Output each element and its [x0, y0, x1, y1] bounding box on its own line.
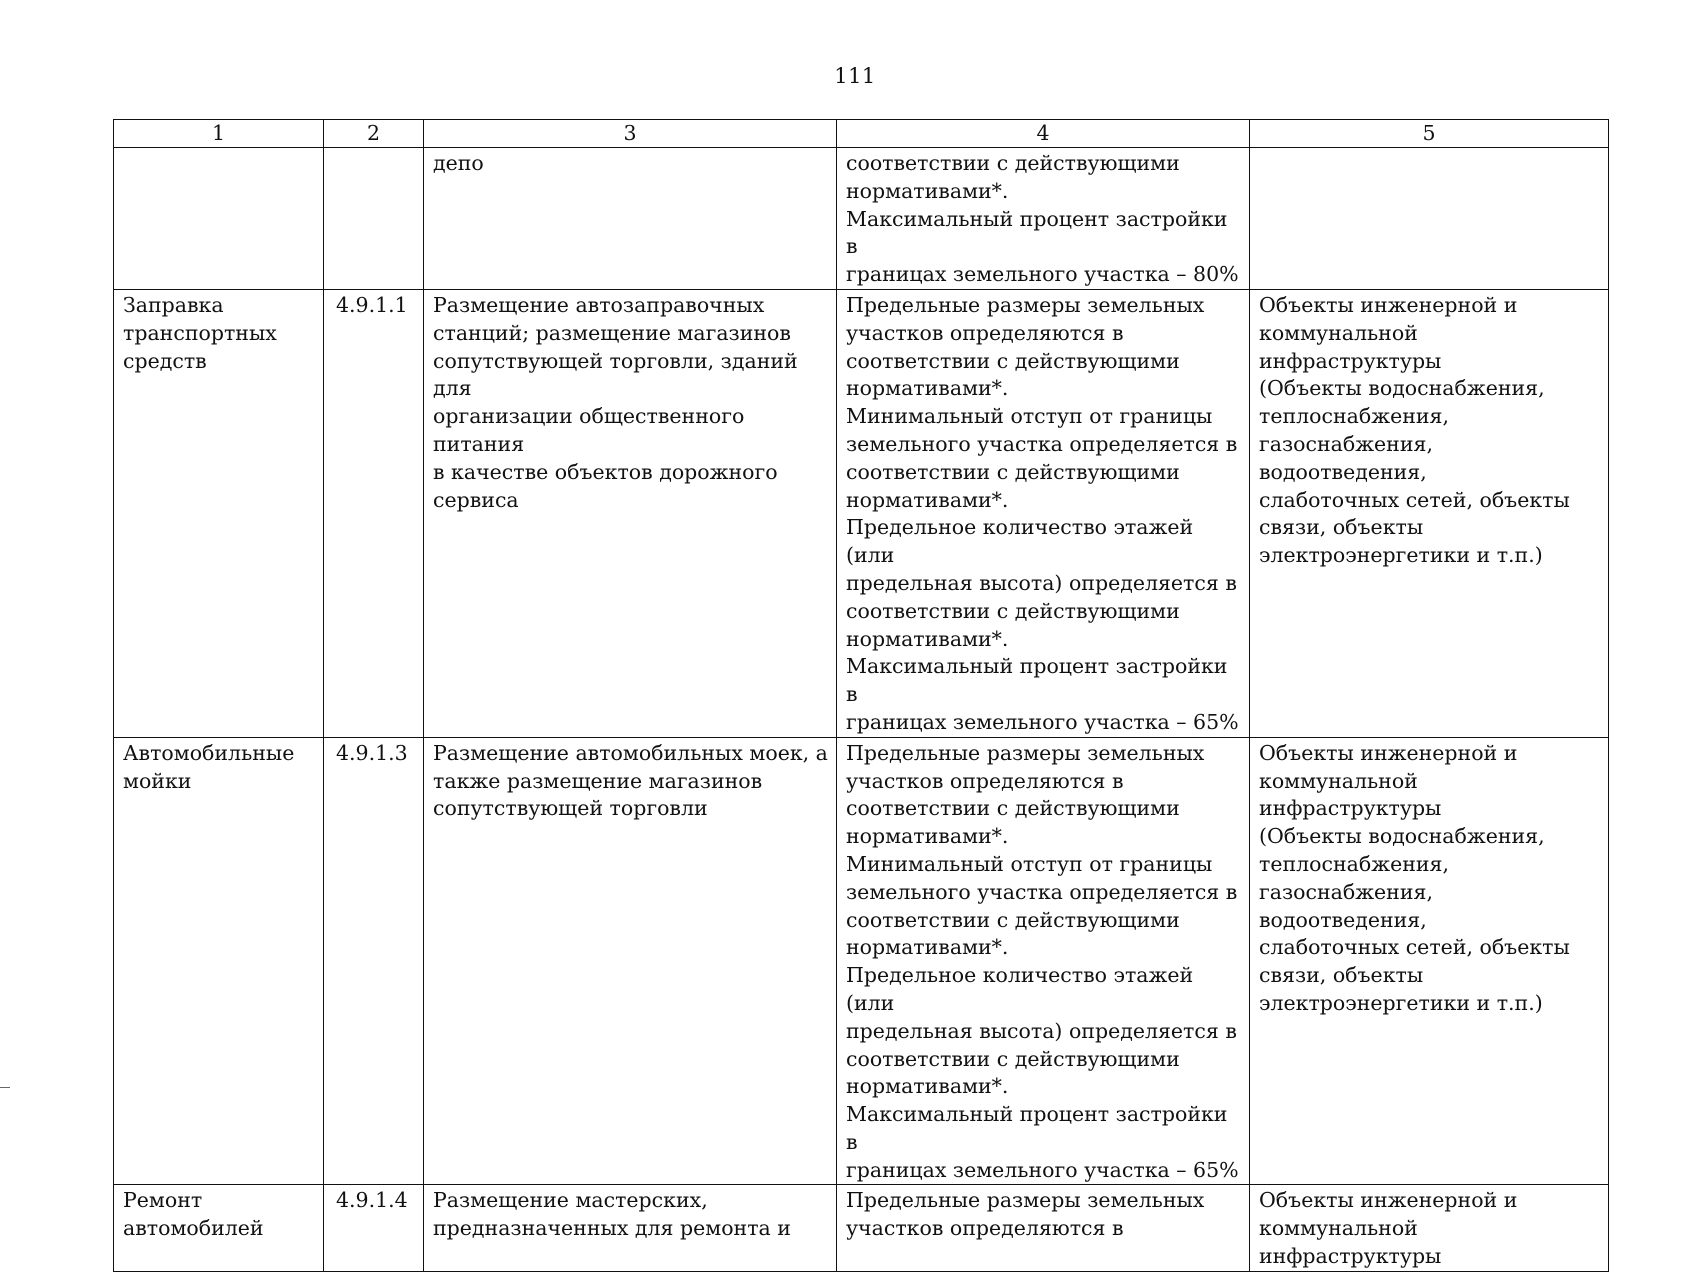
use-description: Размещение мастерских, предназначенных для ремонта и	[424, 1185, 837, 1271]
table-row	[114, 737, 1609, 1185]
infrastructure-objects: Объекты инженерной и коммунальной инфраструктуры	[1250, 1185, 1609, 1271]
column-header-5: 5	[1250, 120, 1609, 148]
table-row	[114, 1185, 1609, 1271]
page-number: 111	[834, 64, 876, 88]
building-parameters: Предельные размеры земельных участков определяются в	[837, 1185, 1250, 1271]
use-type-code: 4.9.1.4	[324, 1185, 424, 1271]
table-row	[114, 289, 1609, 737]
use-type-name: Автомобильные мойки	[114, 737, 324, 1185]
header-row	[114, 120, 1609, 148]
use-description: депо	[424, 148, 837, 290]
use-type-code: 4.9.1.3	[324, 737, 424, 1185]
use-description: Размещение автозаправочных станций; размещение магазинов сопутствующей торговли, зданий для организации общественного питания в качестве объектов дорожного сервиса	[424, 289, 837, 737]
column-header-1: 1	[114, 120, 324, 148]
building-parameters: Предельные размеры земельных участков определяются в соответствии с действующими нормативами*. Минимальный отступ от границы земельного участка определяется в соответствии с действующими нормативами*. Предельное количество этажей (или предельная высота) определяется в соответствии с действующими нормативами*. Максимальный процент застройки в границах земельного участка – 65%	[837, 289, 1250, 737]
column-header-2: 2	[324, 120, 424, 148]
table-row	[114, 148, 1609, 290]
infrastructure-objects: Объекты инженерной и коммунальной инфраструктуры (Объекты водоснабжения, теплоснабжения, газоснабжения, водоотведения, слаботочных сетей, объекты связи, объекты электроэнергетики и т.п.)	[1250, 289, 1609, 737]
infrastructure-objects: Объекты инженерной и коммунальной инфраструктуры (Объекты водоснабжения, теплоснабжения, газоснабжения, водоотведения, слаботочных сетей, объекты связи, объекты электроэнергетики и т.п.)	[1250, 737, 1609, 1185]
use-type-code	[324, 148, 424, 290]
column-header-4: 4	[837, 120, 1250, 148]
use-type-name: Заправка транспортных средств	[114, 289, 324, 737]
building-parameters: Предельные размеры земельных участков определяются в соответствии с действующими нормативами*. Минимальный отступ от границы земельного участка определяется в соответствии с действующими нормативами*. Предельное количество этажей (или предельная высота) определяется в соответствии с действующими нормативами*. Максимальный процент застройки в границах земельного участка – 65%	[837, 737, 1250, 1185]
column-header-3: 3	[424, 120, 837, 148]
infrastructure-objects	[1250, 148, 1609, 290]
building-parameters: соответствии с действующими нормативами*. Максимальный процент застройки в границах земельного участка – 80%	[837, 148, 1250, 290]
use-type-name	[114, 148, 324, 290]
margin-mark	[0, 1087, 10, 1088]
use-description: Размещение автомобильных моек, а также размещение магазинов сопутствующей торговли	[424, 737, 837, 1185]
use-type-name: Ремонт автомобилей	[114, 1185, 324, 1271]
land-use-table	[113, 119, 1609, 1272]
use-type-code: 4.9.1.1	[324, 289, 424, 737]
